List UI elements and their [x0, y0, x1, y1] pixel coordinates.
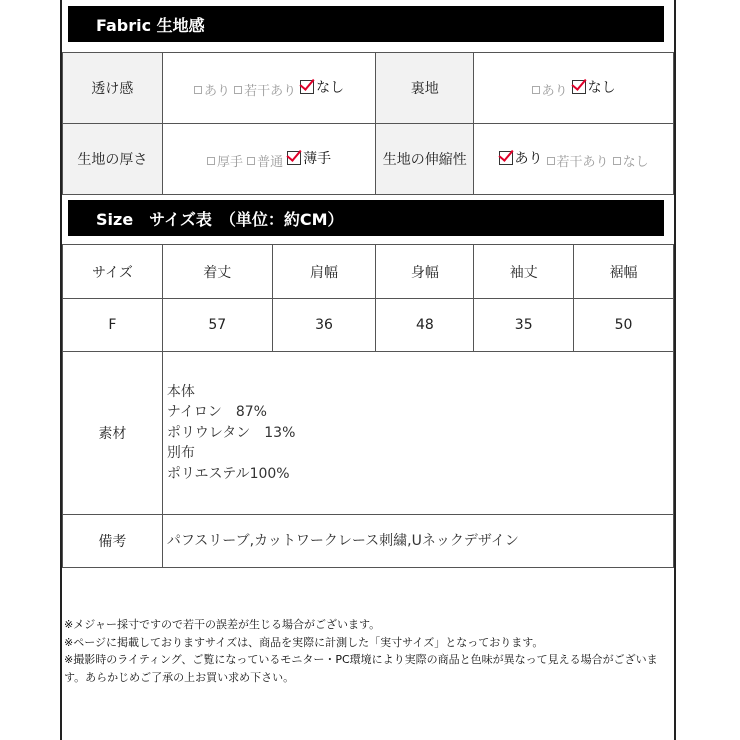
size-cell: 36 [272, 299, 376, 352]
remarks-text: パフスリーブ,カットワークレース刺繍,Uネックデザイン [162, 515, 673, 568]
material-row [63, 352, 674, 515]
size-cell: 50 [574, 299, 674, 352]
checked-box-icon [572, 80, 586, 94]
col-header: 裾幅 [574, 245, 674, 299]
size-table [62, 244, 674, 568]
material-line: 別布 [166, 445, 195, 462]
checked-box-icon [499, 151, 513, 165]
fabric-section-header: Fabric 生地感 [68, 6, 664, 42]
checked-box-icon [300, 80, 314, 94]
option-label: 若干あり [556, 155, 609, 171]
option-label: 普通 [257, 155, 284, 171]
option-unchecked [207, 151, 243, 170]
option-label: 厚手 [217, 155, 244, 171]
option-checked [499, 148, 543, 168]
empty-box-icon [234, 86, 242, 94]
label-transparency: 透け感 [63, 53, 163, 124]
remarks-label: 備考 [63, 515, 163, 568]
fabric-table [62, 52, 674, 195]
option-label: あり [514, 150, 543, 167]
fabric-row [63, 53, 674, 124]
option-unchecked [234, 80, 296, 99]
option-label: 薄手 [303, 150, 332, 167]
material-label: 素材 [63, 352, 163, 515]
col-header: サイズ [63, 245, 163, 299]
empty-box-icon [613, 157, 621, 165]
option-label: あり [541, 84, 568, 100]
options-transparency [162, 53, 376, 124]
material-line: ナイロン 87% [166, 404, 267, 421]
option-unchecked [547, 151, 609, 170]
note-line: ※撮影時のライティング、ご覧になっているモニター・PC環境により実際の商品と色味が異なって見える場合がございます。あらかじめご了承の上お買い求め下さい。 [64, 653, 658, 684]
material-line: ポリエステル100% [166, 465, 290, 482]
notes [64, 616, 674, 686]
size-header-row [63, 245, 674, 299]
note-line: ※ページに掲載しておりますサイズは、商品を実際に計測した「実寸サイズ」となっております。 [64, 635, 544, 649]
option-checked [572, 77, 616, 97]
option-label: なし [587, 79, 616, 96]
options-stretch [474, 124, 674, 195]
empty-box-icon [532, 86, 540, 94]
fabric-row [63, 124, 674, 195]
size-section-header: Size サイズ表 （単位：約CM） [68, 200, 664, 236]
note-line: ※メジャー採寸ですので若干の誤差が生じる場合がございます。 [64, 618, 381, 631]
options-thickness [162, 124, 376, 195]
empty-box-icon [194, 86, 202, 94]
size-cell: F [63, 299, 163, 352]
size-cell: 48 [376, 299, 474, 352]
col-header: 着丈 [162, 245, 272, 299]
option-label: あり [204, 84, 231, 100]
empty-box-icon [547, 157, 555, 165]
size-data-row [63, 299, 674, 352]
remarks-row [63, 515, 674, 568]
size-cell: 35 [474, 299, 574, 352]
option-label: なし [622, 155, 649, 171]
option-checked [287, 148, 331, 168]
label-thickness: 生地の厚さ [63, 124, 163, 195]
option-unchecked [613, 151, 649, 170]
empty-box-icon [247, 157, 255, 165]
option-unchecked [532, 80, 568, 99]
option-unchecked [247, 151, 283, 170]
material-line: ポリウレタン 13% [166, 424, 296, 441]
col-header: 袖丈 [474, 245, 574, 299]
label-lining: 裏地 [376, 53, 474, 124]
col-header: 肩幅 [272, 245, 376, 299]
material-line: 本体 [166, 383, 195, 400]
options-lining [474, 53, 674, 124]
size-cell: 57 [162, 299, 272, 352]
checked-box-icon [287, 151, 301, 165]
col-header: 身幅 [376, 245, 474, 299]
option-checked [300, 77, 344, 97]
option-label: なし [316, 79, 345, 96]
option-label: 若干あり [244, 84, 297, 100]
option-unchecked [194, 80, 230, 99]
material-text [162, 352, 673, 515]
empty-box-icon [207, 157, 215, 165]
label-stretch: 生地の伸縮性 [376, 124, 474, 195]
